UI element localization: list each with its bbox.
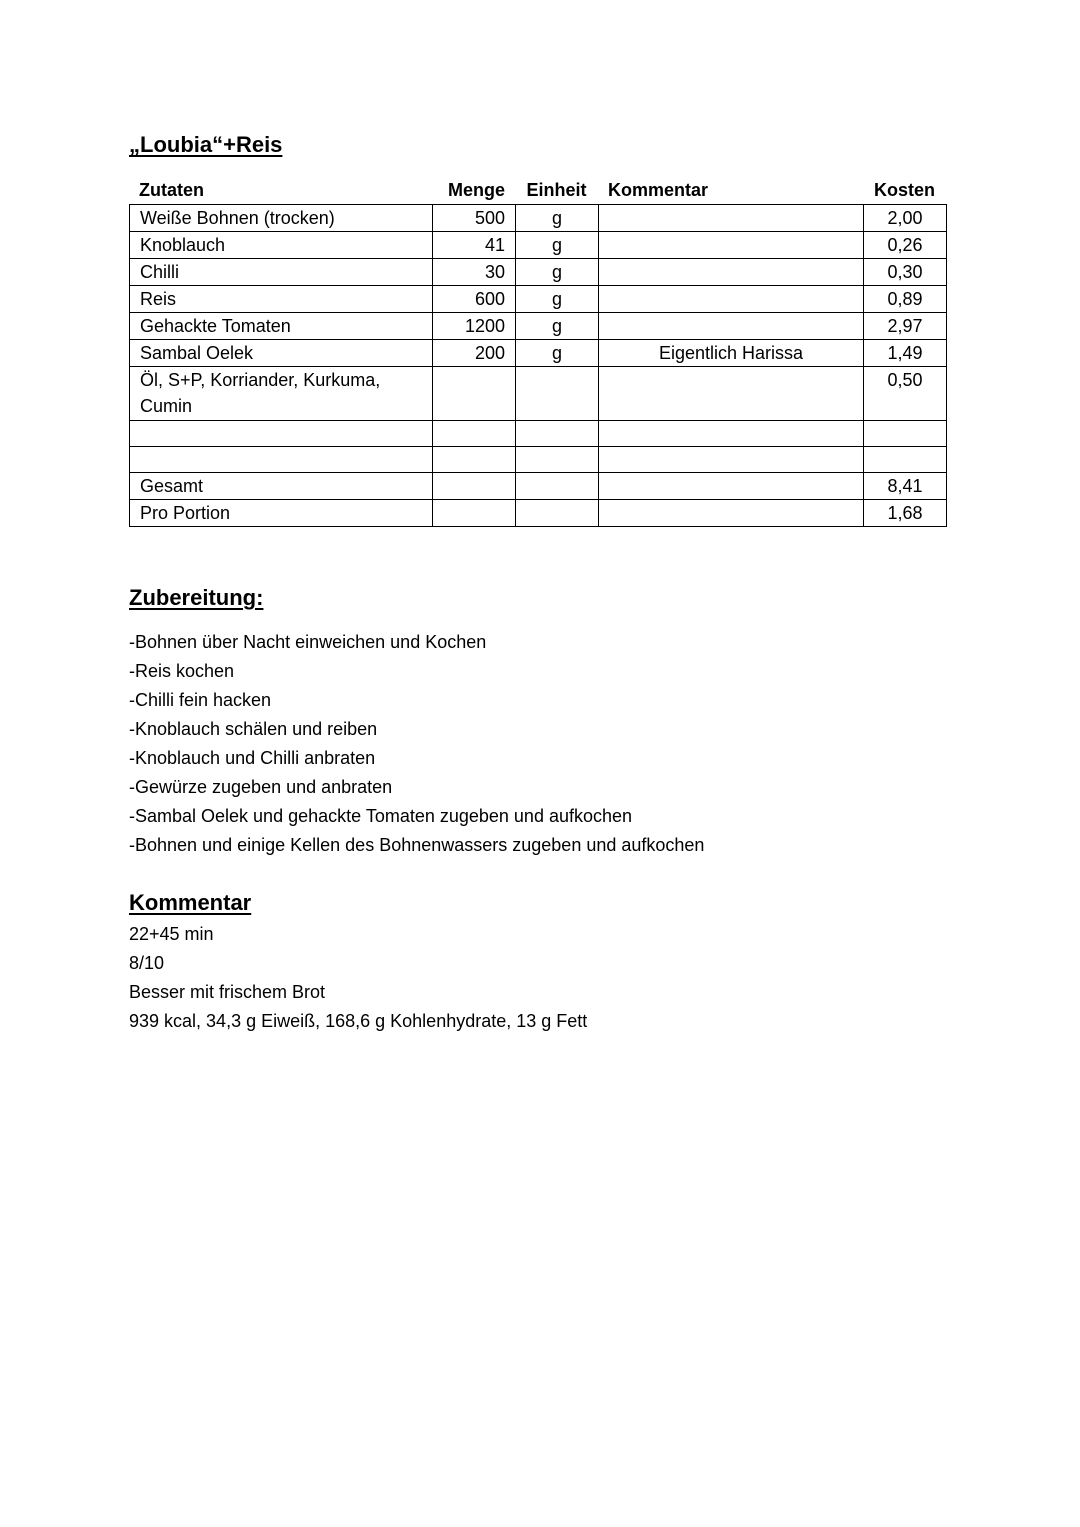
- cell-kommentar: [599, 447, 864, 473]
- cell-menge: 600: [433, 286, 516, 313]
- cell-zutat: Sambal Oelek: [130, 340, 433, 367]
- cell-menge: 41: [433, 232, 516, 259]
- cell-menge: [433, 421, 516, 447]
- table-row: [130, 367, 947, 421]
- cell-kommentar: [599, 205, 864, 232]
- cell-kommentar: [599, 232, 864, 259]
- header-einheit: Einheit: [526, 180, 587, 200]
- cell-kommentar: Eigentlich Harissa: [599, 340, 864, 367]
- cell-menge: 30: [433, 259, 516, 286]
- note-time: 22+45 min: [129, 924, 214, 944]
- cell-kommentar: [599, 421, 864, 447]
- cell-einheit: g: [516, 340, 599, 367]
- preparation-heading: Zubereitung:: [129, 585, 264, 610]
- cell-kosten: 8,41: [864, 473, 947, 500]
- cell-kosten: 0,50: [864, 367, 947, 421]
- note-nutrition: 939 kcal, 34,3 g Eiweiß, 168,6 g Kohlenhydrate, 13 g Fett: [129, 1011, 588, 1031]
- cell-menge: [433, 447, 516, 473]
- header-zutaten: Zutaten: [139, 180, 204, 200]
- cell-kommentar: [599, 259, 864, 286]
- list-item: -Gewürze zugeben und anbraten: [129, 777, 393, 797]
- table-row: [130, 205, 947, 232]
- table-row: [130, 421, 947, 447]
- cell-kosten: 0,30: [864, 259, 947, 286]
- cell-zutat: Knoblauch: [130, 232, 433, 259]
- cell-menge: 200: [433, 340, 516, 367]
- cell-menge: 500: [433, 205, 516, 232]
- cell-kosten: 2,97: [864, 313, 947, 340]
- cell-einheit: [516, 367, 599, 421]
- cell-zutat: Pro Portion: [130, 500, 433, 527]
- table-row: [130, 232, 947, 259]
- table-row: [130, 286, 947, 313]
- cell-zutat: Reis: [130, 286, 433, 313]
- list-item: -Sambal Oelek und gehackte Tomaten zugeben und aufkochen: [129, 806, 633, 826]
- ingredients-table: [129, 177, 946, 527]
- cell-kommentar: [599, 367, 864, 421]
- note-tip: Besser mit frischem Brot: [129, 982, 326, 1002]
- cell-einheit: [516, 421, 599, 447]
- header-kommentar: Kommentar: [608, 180, 709, 200]
- header-kosten: Kosten: [873, 180, 935, 200]
- cell-kosten: 1,68: [864, 500, 947, 527]
- cell-einheit: [516, 500, 599, 527]
- cell-kommentar: [599, 500, 864, 527]
- preparation-steps: [129, 628, 704, 860]
- cell-kommentar: [599, 286, 864, 313]
- cell-kosten: 0,26: [864, 232, 947, 259]
- cell-einheit: g: [516, 313, 599, 340]
- cell-kosten: 0,89: [864, 286, 947, 313]
- cell-menge: [433, 500, 516, 527]
- header-menge: Menge: [447, 180, 505, 200]
- list-item: -Reis kochen: [129, 661, 235, 681]
- comment-heading: Kommentar: [129, 890, 252, 915]
- cell-einheit: [516, 473, 599, 500]
- cell-kosten: [864, 447, 947, 473]
- table-row-per-portion: [130, 500, 947, 527]
- cell-zutat: Gesamt: [130, 473, 433, 500]
- cell-zutat: Weiße Bohnen (trocken): [130, 205, 433, 232]
- table-row: [130, 340, 947, 367]
- cell-zutat: [130, 447, 433, 473]
- cell-kommentar: [599, 473, 864, 500]
- list-item: -Knoblauch und Chilli anbraten: [129, 748, 376, 768]
- recipe-title: „Loubia“+Reis: [129, 132, 283, 157]
- cell-kommentar: [599, 313, 864, 340]
- table-row-total: [130, 473, 947, 500]
- cell-menge: [433, 473, 516, 500]
- ingredients-grid: [129, 204, 947, 527]
- cell-kosten: 2,00: [864, 205, 947, 232]
- cell-einheit: g: [516, 205, 599, 232]
- list-item: -Chilli fein hacken: [129, 690, 272, 710]
- cell-zutat: Öl, S+P, Korriander, Kurkuma, Cumin: [130, 367, 433, 421]
- table-row: [130, 447, 947, 473]
- cell-einheit: g: [516, 259, 599, 286]
- cell-zutat: [130, 421, 433, 447]
- table-row: [130, 313, 947, 340]
- cell-einheit: g: [516, 232, 599, 259]
- cell-einheit: g: [516, 286, 599, 313]
- cell-einheit: [516, 447, 599, 473]
- table-row: [130, 259, 947, 286]
- table-header: [129, 177, 946, 204]
- note-rating: 8/10: [129, 953, 165, 973]
- comment-notes: [129, 920, 587, 1036]
- cell-zutat: Gehackte Tomaten: [130, 313, 433, 340]
- list-item: -Knoblauch schälen und reiben: [129, 719, 378, 739]
- list-item: -Bohnen und einige Kellen des Bohnenwassers zugeben und aufkochen: [129, 835, 705, 855]
- cell-zutat: Chilli: [130, 259, 433, 286]
- list-item: -Bohnen über Nacht einweichen und Kochen: [129, 632, 487, 652]
- cell-menge: [433, 367, 516, 421]
- cell-menge: 1200: [433, 313, 516, 340]
- cell-kosten: [864, 421, 947, 447]
- cell-kosten: 1,49: [864, 340, 947, 367]
